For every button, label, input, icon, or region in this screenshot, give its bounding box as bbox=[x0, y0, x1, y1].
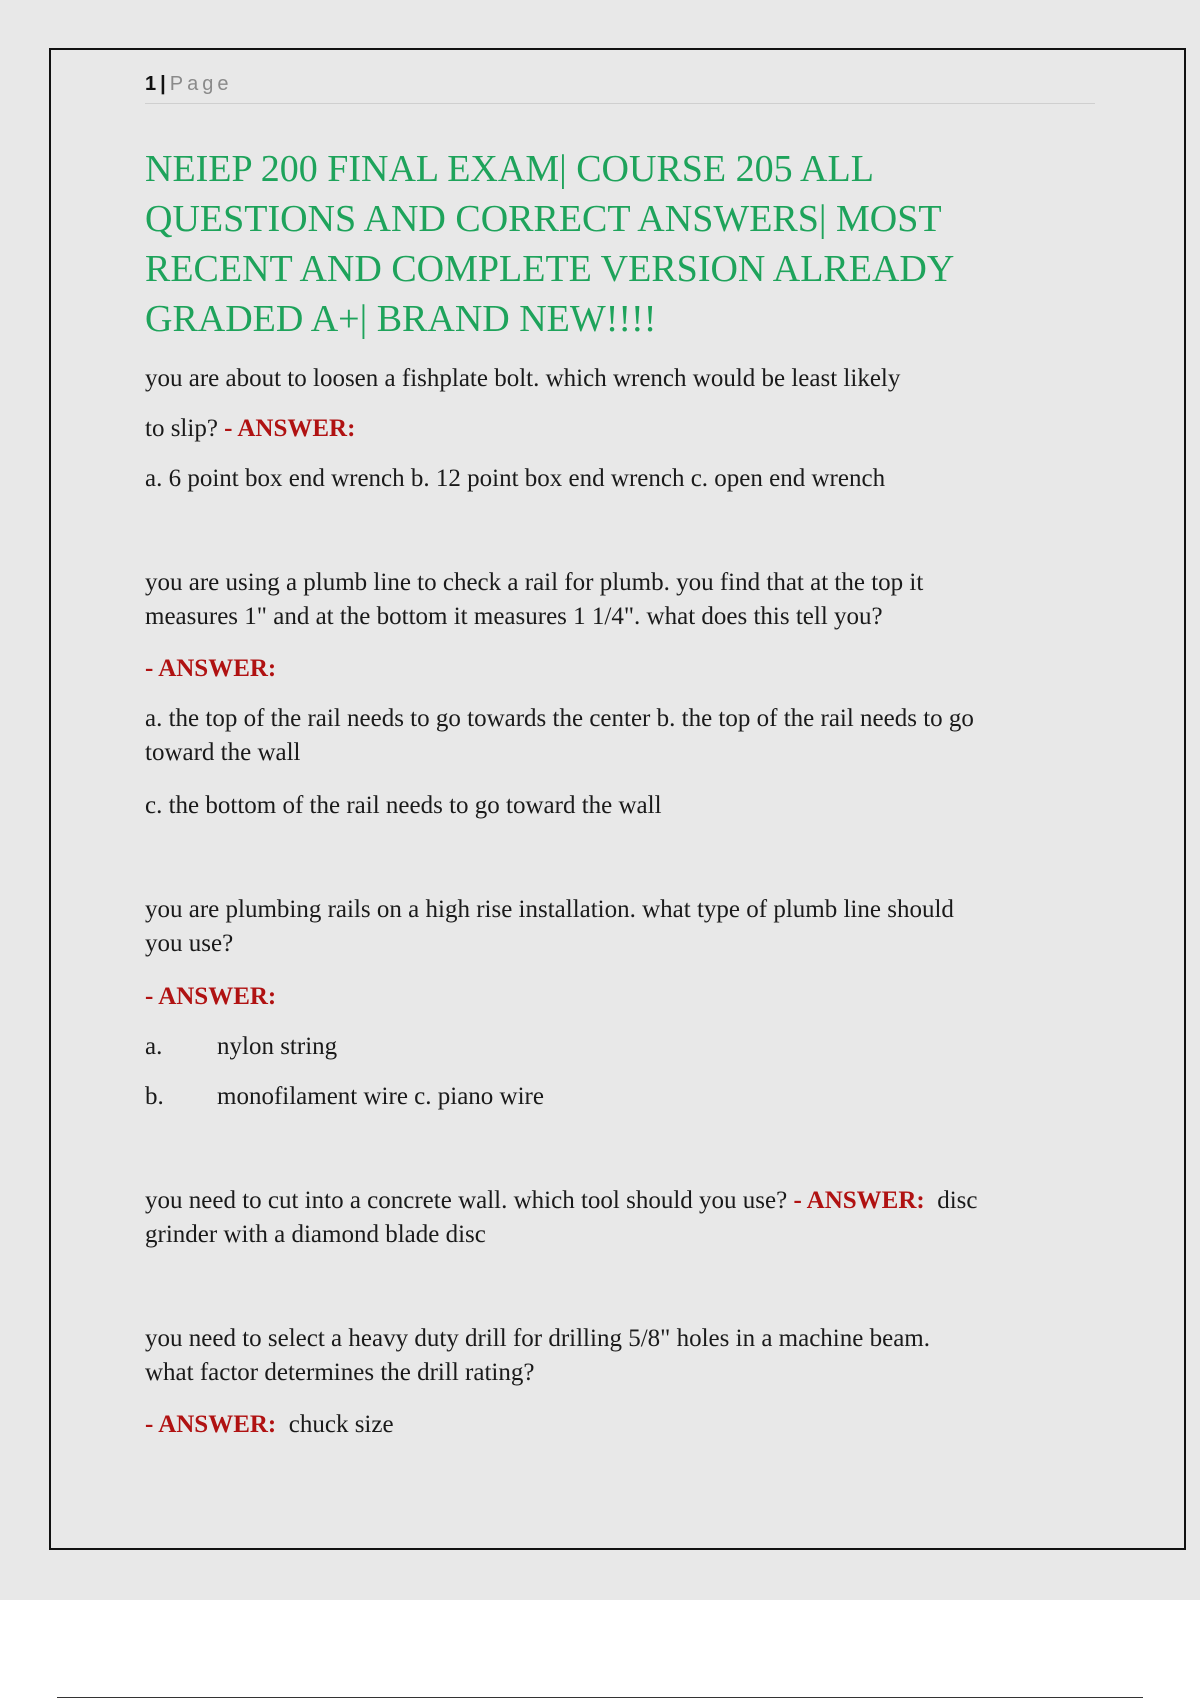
question-2-options bbox=[145, 702, 1095, 770]
option-letter: a. bbox=[145, 1033, 163, 1060]
question-5-text bbox=[145, 1322, 1095, 1390]
question-3-option-b bbox=[145, 1080, 1095, 1114]
question-2-text bbox=[145, 566, 1095, 634]
option-text: nylon string bbox=[217, 1033, 338, 1060]
question-2-line-2: measures 1" and at the bottom it measures 1 1/4". what does this tell you? bbox=[145, 603, 883, 630]
answer-label: - ANSWER: bbox=[145, 1411, 277, 1438]
question-5-line-1: you need to select a heavy duty drill for drilling 5/8" holes in a machine beam. bbox=[145, 1325, 930, 1352]
question-4-text bbox=[145, 1184, 1095, 1252]
footer-rule bbox=[57, 1697, 1143, 1698]
question-4-line-1: you need to cut into a concrete wall. which tool should you use? bbox=[145, 1187, 788, 1214]
header-separator: | bbox=[160, 73, 166, 95]
question-2-line-1: you are using a plumb line to check a rail for plumb. you find that at the top it bbox=[145, 569, 924, 596]
question-1-options: a. 6 point box end wrench b. 12 point box end wrench c. open end wrench bbox=[145, 465, 886, 492]
answer-label: - ANSWER: bbox=[145, 655, 277, 682]
question-1-line-1: you are about to loosen a fishplate bolt. which wrench would be least likely bbox=[145, 365, 901, 392]
question-3-text bbox=[145, 893, 1095, 961]
question-2-option-line-1: a. the top of the rail needs to go towards the center b. the top of the rail needs to go bbox=[145, 705, 974, 732]
option-text: monofilament wire c. piano wire bbox=[217, 1083, 544, 1110]
question-3-option-a bbox=[145, 1030, 1095, 1064]
title-line-4: GRADED A+| BRAND NEW!!!! bbox=[145, 298, 657, 340]
page-number: 1 bbox=[145, 73, 157, 95]
question-4-answer: disc bbox=[937, 1187, 978, 1214]
option-letter: b. bbox=[145, 1083, 164, 1110]
title-line-3: RECENT AND COMPLETE VERSION ALREADY bbox=[145, 248, 955, 290]
question-1-tail: to slip? bbox=[145, 415, 218, 442]
question-3-line-1: you are plumbing rails on a high rise installation. what type of plumb line should bbox=[145, 896, 954, 923]
question-4-line-2: grinder with a diamond blade disc bbox=[145, 1221, 486, 1248]
question-5-answer: chuck size bbox=[288, 1411, 394, 1438]
title-line-1: NEIEP 200 FINAL EXAM| COURSE 205 ALL bbox=[145, 148, 874, 190]
question-2-option-line-2: toward the wall bbox=[145, 739, 301, 766]
question-5-line-2: what factor determines the drill rating? bbox=[145, 1359, 535, 1386]
answer-label: - ANSWER: bbox=[793, 1187, 925, 1214]
answer-label: - ANSWER: bbox=[224, 415, 356, 442]
answer-label: - ANSWER: bbox=[145, 983, 277, 1010]
question-1-line-2 bbox=[145, 412, 1095, 446]
question-2-option-c: c. the bottom of the rail needs to go toward the wall bbox=[145, 792, 662, 819]
question-5-answer-line bbox=[145, 1408, 1095, 1442]
page-label: Page bbox=[169, 73, 233, 95]
question-3-line-2: you use? bbox=[145, 930, 234, 957]
document-title bbox=[145, 144, 1095, 344]
page-header bbox=[145, 73, 1095, 104]
title-line-2: QUESTIONS AND CORRECT ANSWERS| MOST bbox=[145, 198, 942, 240]
